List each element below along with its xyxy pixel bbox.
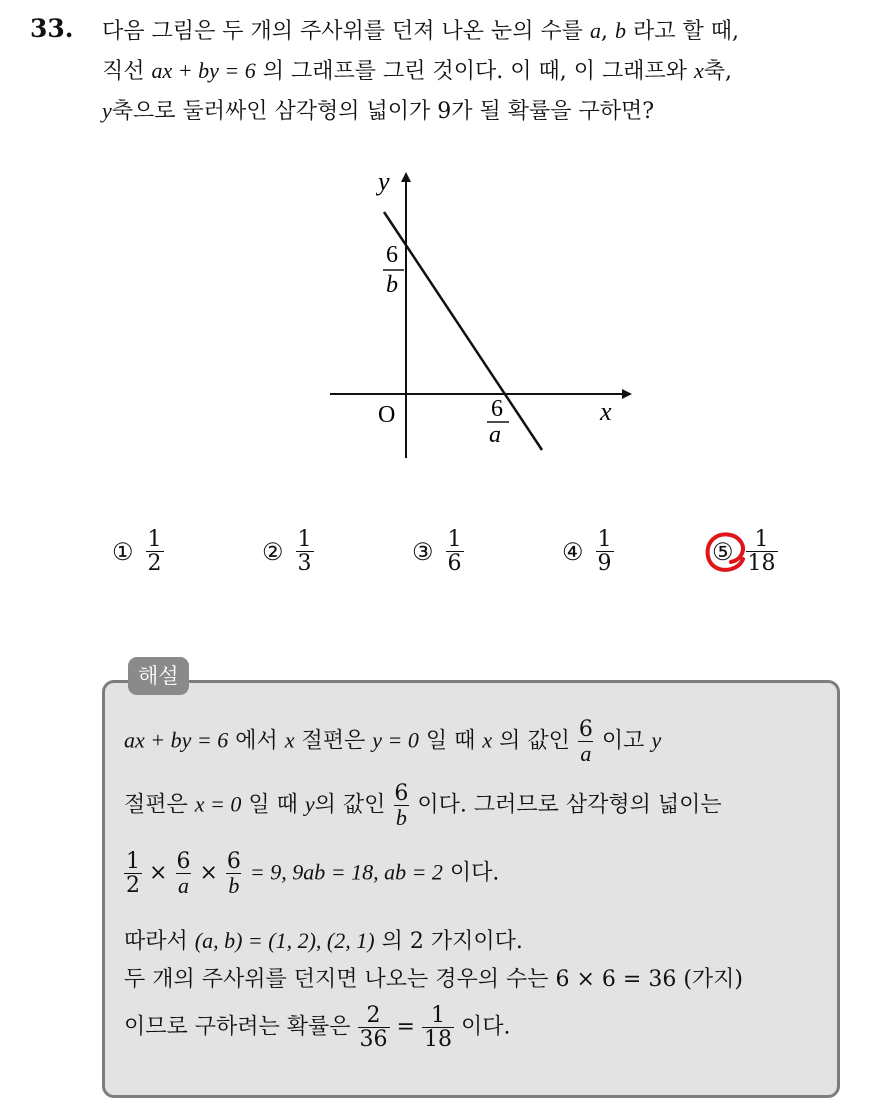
solution-line-6: 이므로 구하려는 확률은 $\frac{2}{36}$ = $\frac{1}{18}$ 이다.: [124, 1003, 511, 1053]
solution-line-1: ax + by = 6 에서 x 절편은 y = 0 일 때 x 의 값인 $\frac{6}{a}$ 이고 y: [124, 717, 662, 767]
question-number: 33.: [30, 14, 74, 43]
line-graph: [320, 160, 650, 470]
choice-3[interactable]: [412, 528, 464, 575]
choice-5-symbol: ⑤: [712, 537, 734, 566]
choice-3-fraction: $\frac{1}{6}$: [447, 527, 462, 577]
choice-2-symbol: ②: [262, 537, 284, 566]
graph-line: [384, 212, 542, 450]
answer-circle-stroke: [708, 534, 743, 569]
y-intercept-num: 6: [386, 242, 398, 268]
choice-1-fraction: $\frac{1}{2}$: [147, 527, 162, 577]
x-axis-label: x: [600, 397, 612, 426]
choice-2-fraction: $\frac{1}{3}$: [297, 527, 312, 577]
choice-4-symbol: ④: [562, 537, 584, 566]
choice-4-fraction: $\frac{1}{9}$: [597, 527, 612, 577]
solution-line-4: 따라서 (a, b) = (1, 2), (2, 1) 의 2 가지이다.: [124, 928, 523, 954]
solution-line-3: $\frac{1}{2}$ × $\frac{6}{a}$ × $\frac{6}{b}$ = 9, 9ab = 18, ab = 2 이다.: [126, 849, 500, 899]
choice-2[interactable]: [262, 528, 314, 575]
solution-line-2: 절편은 x = 0 일 때 y의 값인 $\frac{6}{b}$ 이다. 그러므로 삼각형의 넓이는: [124, 781, 722, 831]
question-line-2: 직선 ax + by = 6 의 그래프를 그린 것이다. 이 때, 이 그래프와 x축,: [102, 58, 732, 84]
y-axis-label: y: [378, 167, 390, 196]
x-intercept-num: 6: [491, 396, 503, 422]
question-line-1: 다음 그림은 두 개의 주사위를 던져 나온 눈의 수를 a, b 라고 할 때,: [102, 18, 739, 44]
choice-5-fraction: $\frac{1}{18}$: [747, 527, 776, 577]
choice-4[interactable]: [562, 528, 614, 575]
origin-label: O: [378, 402, 396, 428]
choice-3-symbol: ③: [412, 537, 434, 566]
choice-1-symbol: ①: [112, 537, 134, 566]
x-intercept-den: a: [489, 422, 501, 448]
choice-1[interactable]: [112, 528, 164, 575]
answer-circle-mark: [703, 529, 749, 575]
question-line-3: y축으로 둘러싸인 삼각형의 넓이가 9가 될 확률을 구하면?: [102, 98, 655, 124]
solution-line-5: 두 개의 주사위를 던지면 나오는 경우의 수는 6 × 6 = 36 (가지): [124, 967, 743, 992]
y-intercept-den: b: [386, 272, 398, 298]
solution-badge: 해설: [128, 657, 189, 695]
